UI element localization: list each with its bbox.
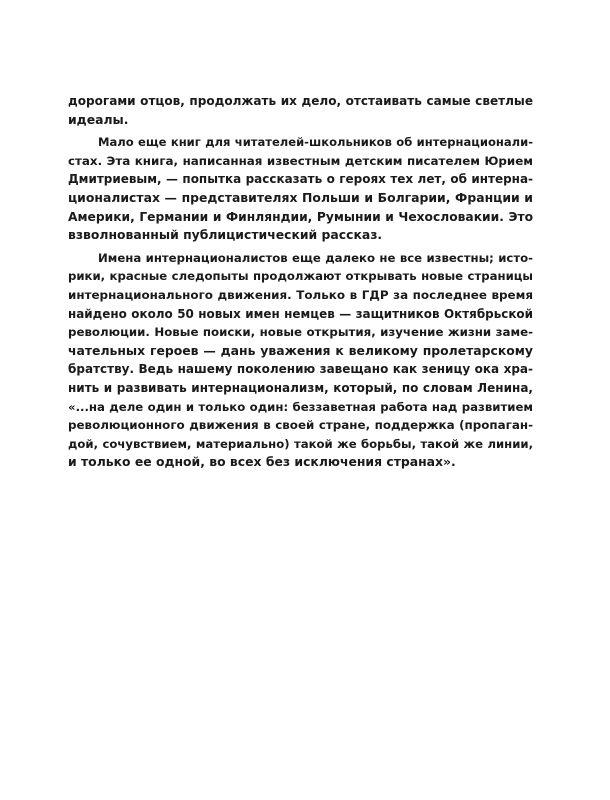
text-line: найдено около 50 новых имен немцев — защитников Октябрьской xyxy=(68,306,533,321)
text-line: дой, сочувствием, материально) такой же борьбы, такой же линии, xyxy=(68,436,533,451)
text-line: Имена интернационалистов еще далеко не все известны; исто- xyxy=(98,250,533,265)
text-line: «...на деле один и только один: беззаветная работа над развитием xyxy=(68,399,533,414)
text-line: революционного движения в своей стране, поддержка (пропаган- xyxy=(68,418,533,433)
text-line: ционалистах — представителях Польши и Болгарии, Франции и xyxy=(68,189,533,205)
text-line: рики, красные следопыты продолжают открывать новые страницы xyxy=(68,269,533,284)
paragraph-2 xyxy=(68,133,533,245)
text-line: нить и развивать интернационализм, который, по словам Ленина, xyxy=(68,380,533,395)
text-line: стах. Эта книга, написанная известным детским писателем Юрием xyxy=(68,153,533,168)
text-line: Америки, Германии и Финляндии, Румынии и Чехословакии. Это xyxy=(68,209,533,224)
text-line: Мало еще книг для читателей-школьников об интернационали- xyxy=(98,135,533,150)
text-line: взволнованный публицистический рассказ. xyxy=(68,227,383,243)
text-line: и только ее одной, во всех без исключения странах». xyxy=(68,454,456,470)
text-line: братству. Ведь нашему поколению завещано как зеницу ока хра- xyxy=(68,362,533,377)
paragraph-3 xyxy=(68,249,533,472)
text-line: интернационального движения. Только в ГДР за последнее время xyxy=(68,287,533,302)
text-line: Дмитриевым, — попытка рассказать о героях тех лет, об интерна- xyxy=(68,172,533,187)
text-line: дорогами отцов, продолжать их дело, отстаивать самые светлые xyxy=(68,94,533,108)
document-page xyxy=(68,92,533,472)
text-line: чательных героев — дань уважения к великому пролетарскому xyxy=(68,342,533,358)
text-line: идеалы. xyxy=(68,111,129,127)
text-line: революции. Новые поиски, новые открытия, изучение жизни заме- xyxy=(68,325,533,340)
paragraph-1 xyxy=(68,92,533,129)
